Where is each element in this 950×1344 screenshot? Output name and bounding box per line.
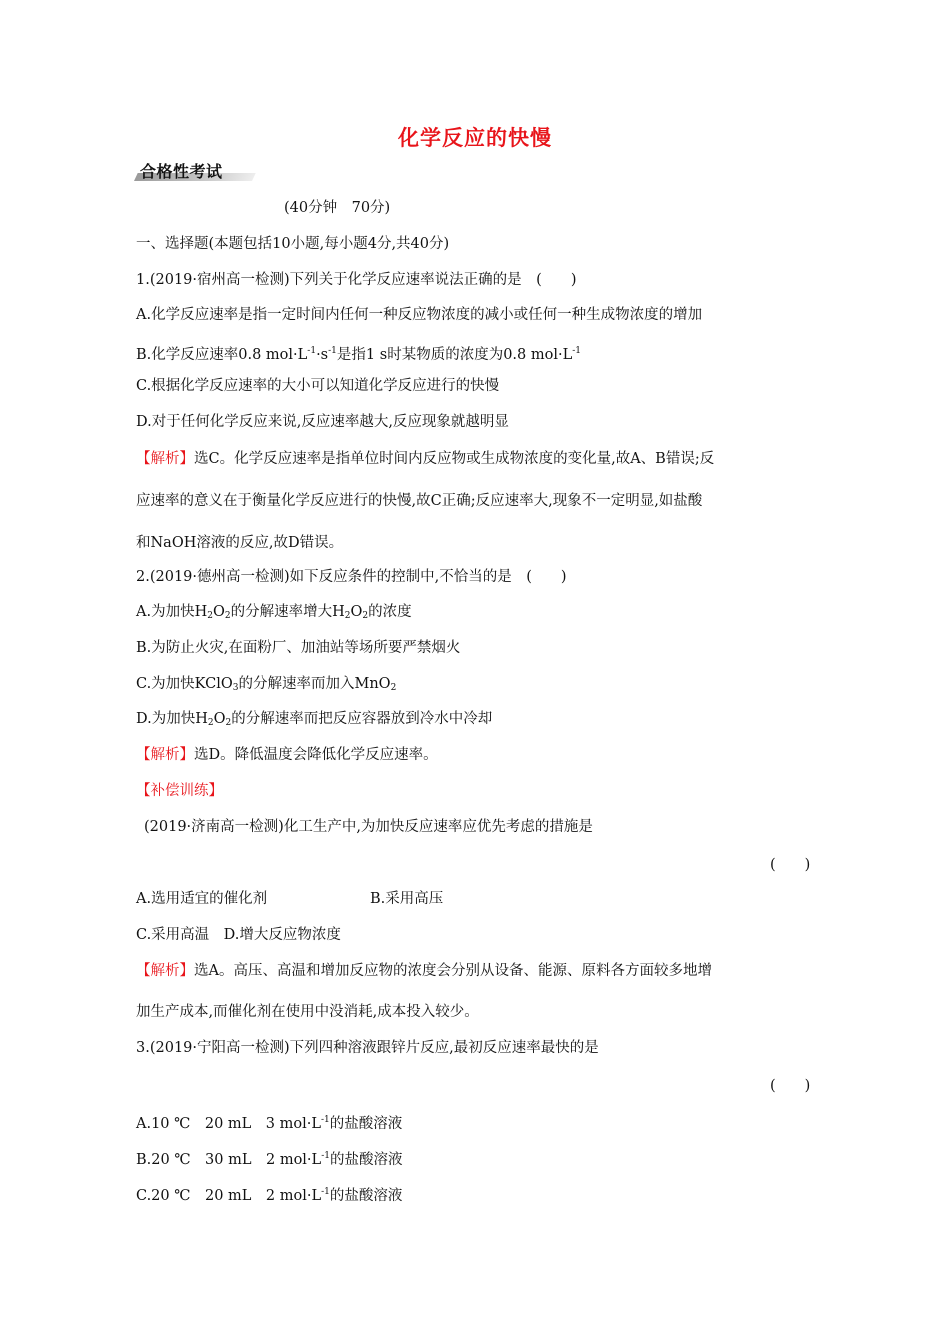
analysis-tag: 【解析】 [136, 451, 194, 467]
q1-b-sup: -1 [328, 346, 337, 356]
q3-a-text: 的盐酸溶液 [329, 1116, 403, 1132]
q3-b-text: B.20 ℃ 30 mL 2 mol·L [136, 1152, 322, 1168]
q3-a-sup: -1 [321, 1115, 330, 1125]
supplement-stem: (2019·济南高一检测)化工生产中,为加快反应速率应优先考虑的措施是 [144, 819, 593, 835]
q2-a-sub: 2 [362, 611, 369, 621]
q2-option-a [136, 602, 412, 626]
q2-d-text: O [213, 711, 226, 727]
analysis-tag: 【解析】 [136, 747, 194, 763]
q1-analysis-line-1 [136, 449, 714, 469]
supplement-answer-paren: ( ) [770, 857, 811, 873]
supplement-analysis-line-1 [136, 961, 712, 981]
q2-a-text: O [212, 604, 225, 620]
supplement-tag: 【补偿训练】 [136, 783, 223, 799]
q2-a-text: A.为加快H [136, 604, 208, 620]
q1-option-a: A.化学反应速率是指一定时间内任何一种反应物浓度的减小或任何一种生成物浓度的增加 [136, 307, 703, 323]
supplement-analysis-line-2: 加生产成本,而催化剂在使用中没消耗,成本投入较少。 [136, 1004, 479, 1020]
q2-d-text: 的分解速率而把反应容器放到冷水中冷却 [231, 711, 493, 727]
analysis-text: 选A。高压、高温和增加反应物的浓度会分别从设备、能源、原料各方面较多地增 [194, 963, 712, 979]
q1-option-c: C.根据化学反应速率的大小可以知道化学反应进行的快慢 [136, 378, 500, 394]
q3-stem: 3.(2019·宁阳高一检测)下列四种溶液跟锌片反应,最初反应速率最快的是 [136, 1040, 599, 1056]
analysis-text: 选C。化学反应速率是指单位时间内反应物或生成物浓度的变化量,故A、B错误;反 [194, 451, 715, 467]
q3-option-c [136, 1182, 402, 1206]
analysis-tag: 【解析】 [136, 963, 194, 979]
q2-d-text: D.为加快H [136, 711, 208, 727]
q1-b-text: 是指1 s时某物质的浓度为0.8 mol·L [336, 347, 573, 363]
q1-b-sup: -1 [572, 346, 582, 356]
q2-c-text: 的分解速率而加入MnO [238, 676, 391, 692]
time-score: (40分钟 70分) [284, 200, 391, 216]
q3-b-text: 的盐酸溶液 [329, 1152, 403, 1168]
q2-a-sub: 2 [224, 611, 231, 621]
supplement-option-a: A.选用适宜的催化剂 [136, 891, 268, 907]
part1-heading: 一、选择题(本题包括10小题,每小题4分,共40分) [136, 236, 450, 252]
q2-option-c [136, 674, 396, 698]
q3-option-b [136, 1146, 402, 1170]
q1-analysis-line-2: 应速率的意义在于衡量化学反应进行的快慢,故C正确;反应速率大,现象不一定明显,如盐酸 [136, 493, 703, 509]
section-banner [134, 159, 254, 181]
analysis-text: 选D。降低温度会降低化学反应速率。 [194, 747, 438, 763]
q2-a-text: O [350, 604, 363, 620]
q1-option-d: D.对于任何化学反应来说,反应速率越大,反应现象就越明显 [136, 414, 509, 430]
supplement-option-cd: C.采用高温 D.增大反应物浓度 [136, 927, 341, 943]
q2-a-sub: 2 [207, 611, 213, 621]
q1-b-text: B.化学反应速率0.8 mol·L [136, 347, 308, 363]
q2-d-sub: 2 [207, 718, 214, 728]
q2-c-sub: 3 [232, 683, 239, 693]
q2-stem: 2.(2019·德州高一检测)如下反应条件的控制中,不恰当的是 ( ) [136, 569, 567, 585]
q2-a-sub: 2 [344, 611, 351, 621]
q1-b-text: ·s [316, 347, 329, 363]
q2-c-sub: 2 [390, 683, 397, 693]
q3-c-text: 的盐酸溶液 [329, 1188, 403, 1204]
section-banner-label: 合格性考试 [140, 162, 223, 181]
q2-a-text: 的分解速率增大H [230, 604, 345, 620]
q2-option-d [136, 709, 492, 733]
q3-option-a [136, 1110, 402, 1134]
q3-answer-paren: ( ) [770, 1078, 811, 1094]
q3-c-sup: -1 [321, 1187, 330, 1197]
q1-analysis-line-3: 和NaOH溶液的反应,故D错误。 [136, 535, 344, 551]
q2-d-sub: 2 [225, 718, 232, 728]
q1-option-b [136, 341, 581, 365]
q2-c-text: C.为加快KClO [136, 676, 233, 692]
q3-c-text: C.20 ℃ 20 mL 2 mol·L [136, 1188, 322, 1204]
q1-b-sup: -1 [307, 346, 317, 356]
q3-b-sup: -1 [321, 1151, 330, 1161]
q2-analysis [136, 745, 438, 765]
q1-stem: 1.(2019·宿州高一检测)下列关于化学反应速率说法正确的是 ( ) [136, 272, 577, 288]
page-title: 化学反应的快慢 [398, 126, 552, 150]
supplement-option-b: B.采用高压 [370, 891, 444, 907]
q3-a-text: A.10 ℃ 20 mL 3 mol·L [136, 1116, 321, 1132]
q2-option-b: B.为防止火灾,在面粉厂、加油站等场所要严禁烟火 [136, 640, 461, 656]
q2-a-text: 的浓度 [368, 604, 412, 620]
